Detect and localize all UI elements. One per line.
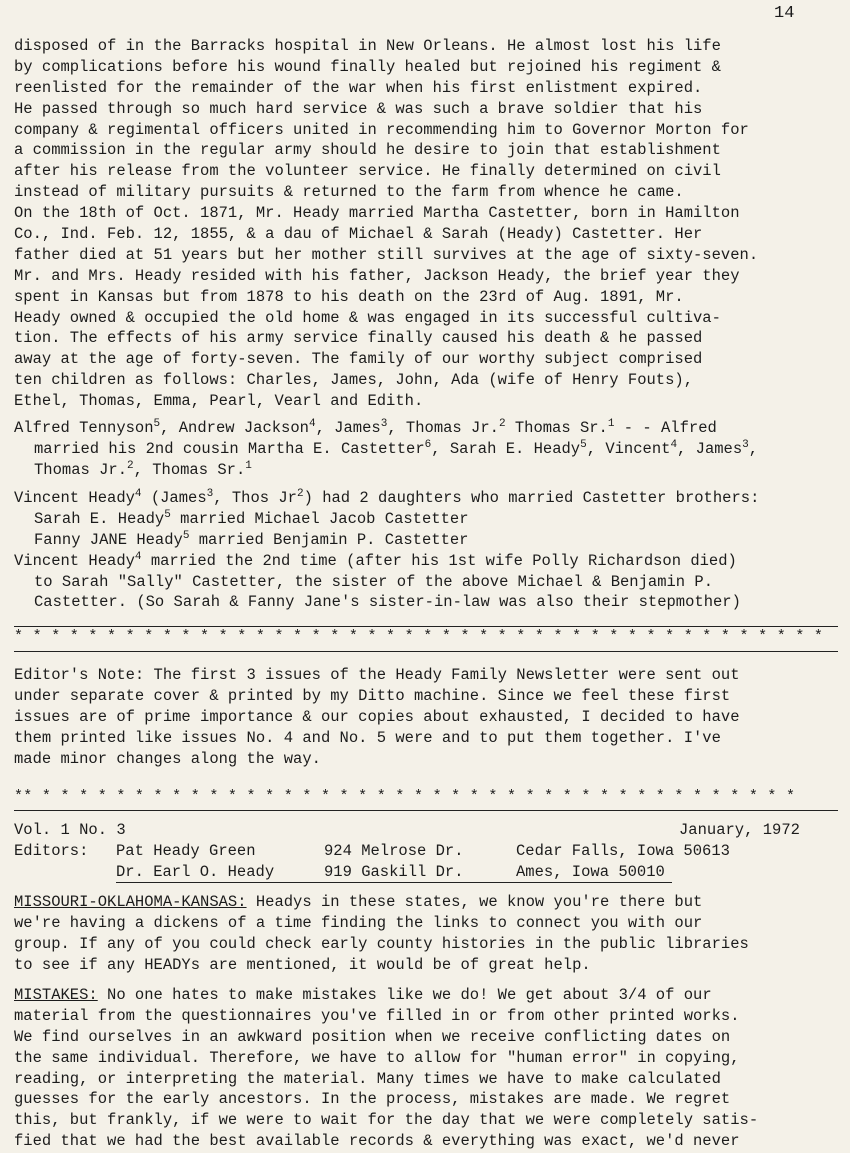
- editors-label: Editors:: [14, 841, 89, 860]
- volume-number: Vol. 1 No. 3: [14, 821, 126, 839]
- text-line: after his release from the volunteer service. He finally determined on civil: [14, 162, 721, 181]
- genealogy-line: Fanny JANE Heady$^5$ married Benjamin P. Castetter: [34, 529, 469, 549]
- text-line: we're having a dickens of a time finding the links to connect you with our: [14, 913, 703, 932]
- text-line: away at the age of forty-seven. The family of our worthy subject comprised: [14, 350, 703, 369]
- section-heading: MISSOURI-OKLAHOMA-KANSAS:: [14, 893, 247, 911]
- text-line: Ethel, Thomas, Emma, Pearl, Vearl and Edith.: [14, 392, 424, 411]
- genealogy-line: Sarah E. Heady$^5$ married Michael Jacob Castetter: [34, 508, 469, 528]
- mistakes-section: MISTAKES: No one hates to make mistakes like we do! We get about 3/4 of our material from the questionnaires you've filled in or from other printed works. We find ourselves in an awkward position when we receive conflicting dates on the same individual. Therefore, we have to allow for "human error" in copying, reading, or interpreting the material. Many times we have to make calculated guesses for the early ancestors. In the process, mistakes are made. We regret this, but frankly, if we were to wait for the day that we were completely satis- fied that we had the best available records & everything was exact, we'd never: [14, 985, 844, 1152]
- biography-paragraph: [14, 36, 844, 412]
- missouri-section: MISSOURI-OKLAHOMA-KANSAS: Headys in these states, we know you're there but we're having a dickens of a time finding the links to connect you with our group. If any of you could check early county histories in the public libraries to see if any HEADYs are mentioned, it would be of great help.: [14, 892, 844, 976]
- text-line: On the 18th of Oct. 1871, Mr. Heady married Martha Castetter, born in Hamilton: [14, 204, 740, 223]
- genealogy-line: Vincent Heady$^4$ married the 2nd time (after his 1st wife Polly Richardson died): [14, 550, 737, 570]
- genealogy-line: Vincent Heady$^4$ (James$^3$, Thos Jr$^2$) had 2 daughters who married Castetter brothers:: [14, 487, 760, 507]
- genealogy-line: Thomas Jr.$^2$, Thomas Sr.$^1$: [34, 459, 252, 479]
- editor-address: 919 Gaskill Dr.: [324, 862, 464, 881]
- text-line: reenlisted for the remainder of the war when his first enlistment expired.: [14, 78, 703, 97]
- text-line: guesses for the early ancestors. In the process, mistakes are made. We regret: [14, 1090, 731, 1109]
- text-line: a commission in the regular army should he desire to join that establishment: [14, 141, 721, 160]
- text-line: company & regimental officers united in recommending him to Governor Morton for: [14, 120, 749, 139]
- divider-rule: [14, 810, 838, 811]
- text-line: ten children as follows: Charles, James, John, Ada (wife of Henry Fouts),: [14, 371, 694, 390]
- text-line: spent in Kansas but from 1878 to his death on the 23rd of Aug. 1891, Mr.: [14, 287, 684, 306]
- text-line: this, but frankly, if we were to wait for the day that we were completely satis-: [14, 1111, 759, 1130]
- text-line: to see if any HEADYs are mentioned, it would be of great help.: [14, 955, 591, 974]
- genealogy-line: Castetter. (So Sarah & Fanny Jane's sister-in-law was also their stepmother): [34, 593, 741, 612]
- genealogy-vincent: [14, 488, 844, 613]
- section-heading: MISTAKES:: [14, 986, 98, 1004]
- text-line: issues are of prime importance & our copies about exhausted, I decided to have: [14, 707, 740, 726]
- text-line: the same individual. Therefore, we have to allow for "human error" in copying,: [14, 1048, 740, 1067]
- editor-address: 924 Melrose Dr.: [324, 841, 464, 860]
- text-line: Editor's Note: The first 3 issues of the Heady Family Newsletter were sent out: [14, 666, 740, 684]
- text-line: under separate cover & printed by my Ditto machine. Since we feel these first: [14, 686, 731, 705]
- editor-city: Ames, Iowa 50010: [516, 862, 665, 881]
- text-line: Heady owned & occupied the old home & was engaged in its successful cultiva-: [14, 308, 721, 327]
- divider-rule: [14, 651, 838, 652]
- editors-note: [14, 665, 844, 769]
- text-line: reading, or interpreting the material. Many times we have to make calculated: [14, 1069, 721, 1088]
- star-separator: * * * * * * * * * * * * * * * * * * * * * * * * * * * * * * * * * * * * * * * * * * * *: [14, 628, 824, 645]
- genealogy-line: to Sarah "Sally" Castetter, the sister of the above Michael & Benjamin P.: [34, 572, 714, 591]
- text-line: tion. The effects of his army service finally caused his death & he passed: [14, 329, 703, 348]
- text-line: Mr. and Mrs. Heady resided with his father, Jackson Heady, the brief year they: [14, 266, 740, 285]
- editor-name: Pat Heady Green: [116, 841, 256, 860]
- star-separator: ** * * * * * * * * * * * * * * * * * * * * * * * * * * * * * * * * * * * * * * * * *: [14, 788, 796, 805]
- text-line: made minor changes along the way.: [14, 749, 321, 768]
- text-line: group. If any of you could check early county histories in the public libraries: [14, 934, 749, 953]
- text-line: disposed of in the Barracks hospital in New Orleans. He almost lost his life: [14, 37, 721, 55]
- text-line: We find ourselves in an awkward position when we receive conflicting dates on: [14, 1027, 731, 1046]
- text-line: fied that we had the best available records & everything was exact, we'd never: [14, 1132, 740, 1151]
- masthead-underline: [116, 882, 672, 883]
- page-number: 14: [774, 4, 795, 23]
- issue-date: January, 1972: [679, 821, 800, 839]
- divider-rule: [14, 626, 838, 627]
- text-line: Co., Ind. Feb. 12, 1855, & a dau of Michael & Sarah (Heady) Castetter. Her: [14, 225, 703, 244]
- genealogy-line: married his 2nd cousin Martha E. Castetter$^6$, Sarah E. Heady$^5$, Vincent$^4$, James$^3$,: [34, 438, 759, 458]
- text-line: material from the questionnaires you've filled in or from other printed works.: [14, 1006, 740, 1025]
- genealogy-alfred: [14, 418, 844, 481]
- masthead: [14, 820, 844, 883]
- text-line: them printed like issues No. 4 and No. 5 were and to put them together. I've: [14, 728, 721, 747]
- text-line: He passed through so much hard service & was such a brave soldier that his: [14, 99, 703, 118]
- text-line: by complications before his wound finally healed but rejoined his regiment &: [14, 57, 721, 76]
- text-line: father died at 51 years but her mother still survives at the age of sixty-seven.: [14, 245, 759, 264]
- genealogy-line: Alfred Tennyson$^5$, Andrew Jackson$^4$, James$^3$, Thomas Jr.$^2$ Thomas Sr.$^1$ - - Alfred: [14, 417, 717, 437]
- editor-name: Dr. Earl O. Heady: [116, 862, 275, 881]
- editor-city: Cedar Falls, Iowa 50613: [516, 841, 730, 860]
- text-line: instead of military pursuits & returned to the farm from whence he came.: [14, 183, 684, 202]
